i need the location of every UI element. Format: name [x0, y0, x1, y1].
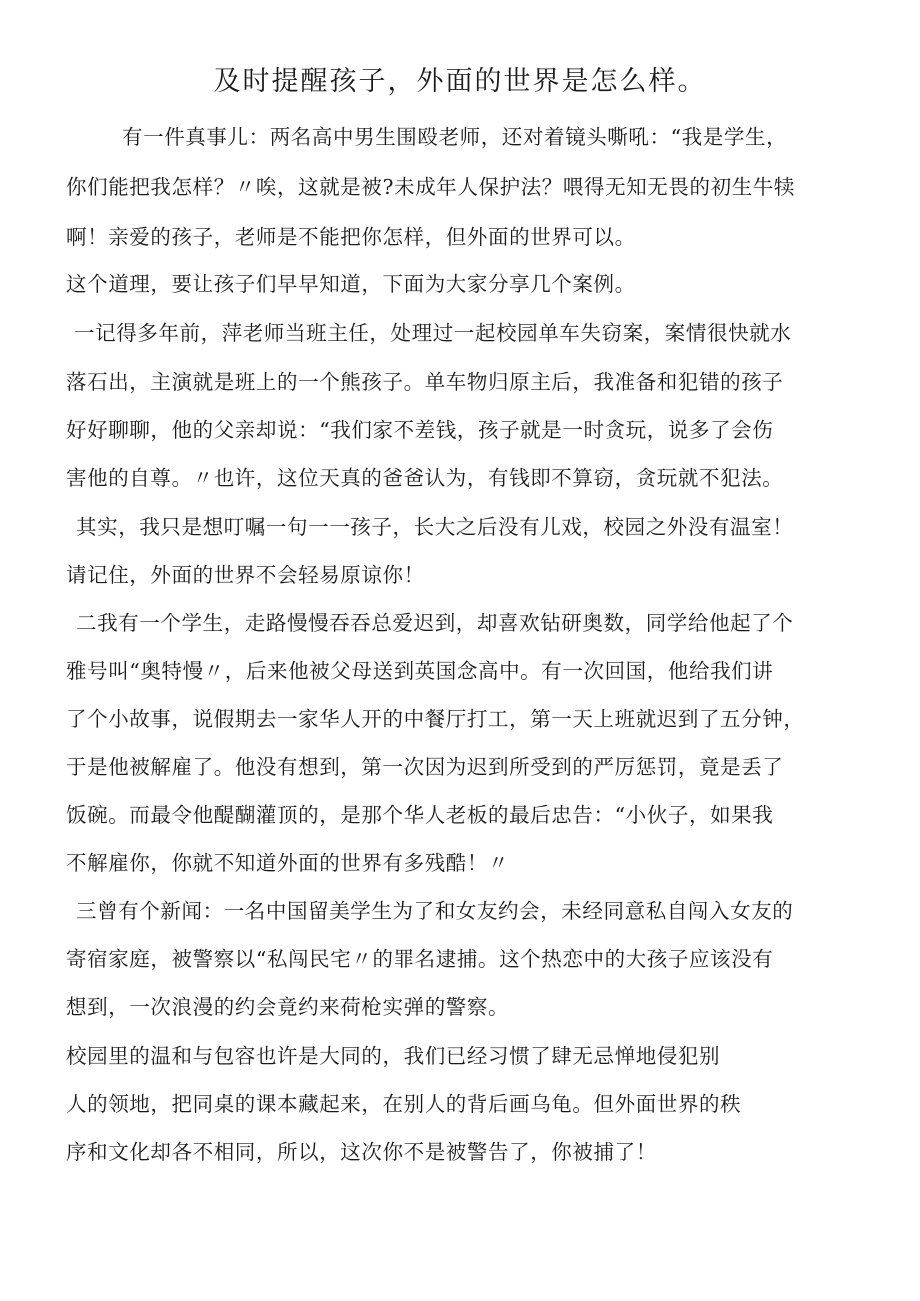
- paragraph-line: 一记得多年前，萍老师当班主任，处理过一起校园单车失窃案，案情很快就水: [74, 321, 792, 345]
- paragraph-line: 有一件真事儿：两名高中男生围殴老师，还对着镜头嘶吼：“我是学生，: [122, 125, 788, 149]
- paragraph-line: 二我有一个学生，走路慢慢吞吞总爱迟到，却喜欢钻研奥数，同学给他起了个: [76, 611, 794, 635]
- paragraph-line: 序和文化却各不相同，所以，这次你不是被警告了，你被捕了！: [66, 1140, 657, 1164]
- paragraph-line: 你们能把我怎样？〃唉，这就是被?未成年人保护法？喂得无知无畏的初生牛犊: [66, 175, 795, 199]
- paragraph-line: 其实，我只是想叮嘱一句一一孩子，长大之后没有儿戏，校园之外没有温室！: [76, 515, 794, 539]
- paragraph-line: 于是他被解雇了。他没有想到，第一次因为迟到所受到的严厉惩罚，竟是丢了: [66, 755, 784, 779]
- paragraph-line: 想到，一次浪漫的约会竟约来荷枪实弹的警察。: [66, 995, 510, 1019]
- document-title: 及时提醒孩子，外面的世界是怎么样。: [213, 66, 707, 97]
- paragraph-line: 啊！亲爱的孩子，老师是不能把你怎样，但外面的世界可以。: [66, 225, 636, 249]
- paragraph-line: 人的领地，把同桌的课本藏起来，在别人的背后画乌龟。但外面世界的秩: [66, 1092, 742, 1116]
- paragraph-line: 落石出，主演就是班上的一个熊孩子。单车物归原主后，我准备和犯错的孩子: [66, 370, 784, 394]
- paragraph-line: 寄宿家庭，被警察以“私闯民宅〃的罪名逮捕。这个热恋中的大孩子应该没有: [66, 947, 774, 971]
- paragraph-line: 饭碗。而最令他醍醐灌顶的，是那个华人老板的最后忠告：“小伙子，如果我: [66, 803, 774, 827]
- paragraph-line: 请记住，外面的世界不会轻易原谅你！: [66, 563, 425, 587]
- paragraph-line: 不解雇你，你就不知道外面的世界有多残酷！〃: [66, 851, 510, 875]
- paragraph-line: 害他的自尊。〃也许，这位天真的爸爸认为，有钱即不算窃，贪玩就不犯法。: [66, 466, 784, 490]
- paragraph-line: 校园里的温和与包容也许是大同的，我们已经习惯了肆无忌惮地侵犯别: [66, 1044, 721, 1068]
- paragraph-line: 这个道理，要让孩子们早早知道，下面为大家分享几个案例。: [66, 272, 636, 296]
- paragraph-line: 了个小故事，说假期去一家华人开的中餐厅打工，第一天上班就迟到了五分钟，: [66, 707, 805, 731]
- paragraph-line: 好好聊聊，他的父亲却说：“我们家不差钱，孩子就是一时贪玩，说多了会伤: [66, 418, 774, 442]
- paragraph-line: 三曾有个新闻：一名中国留美学生为了和女友约会，未经同意私自闯入女友的: [76, 899, 794, 923]
- paragraph-line: 雅号叫“奥特慢〃，后来他被父母送到英国念高中。有一次回国，他给我们讲: [66, 659, 774, 683]
